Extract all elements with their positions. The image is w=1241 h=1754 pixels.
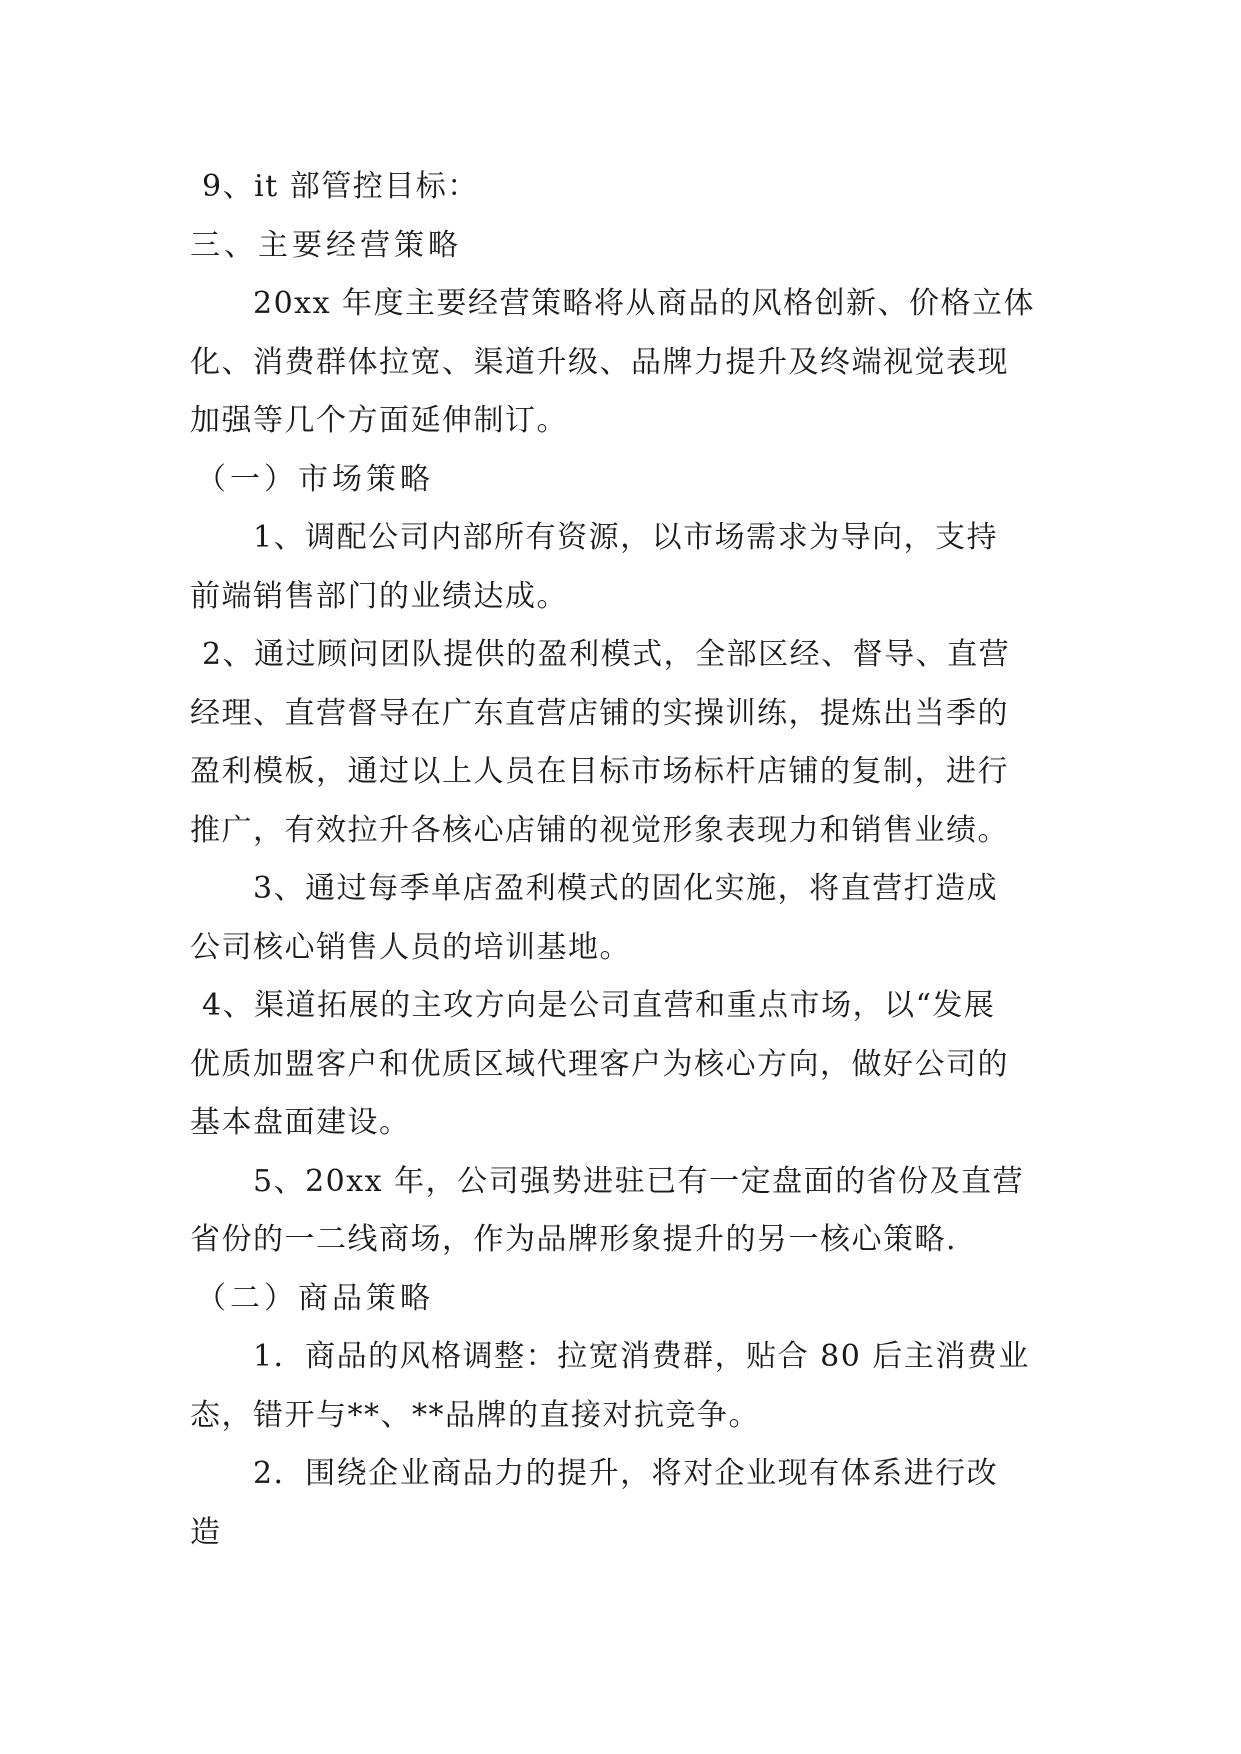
paragraph-line: 经理、直营督导在广东直营店铺的实操训练，提炼出当季的 (190, 695, 1009, 731)
paragraph-line: 盈利模板，通过以上人员在目标市场标杆店铺的复制，进行 (190, 754, 1009, 789)
paragraph-line: 推广，有效拉升各核心店铺的视觉形象表现力和销售业绩。 (190, 812, 1009, 848)
paragraph-line: 造 (190, 1514, 222, 1550)
paragraph-line: 公司核心销售人员的培训基地。 (190, 929, 631, 965)
paragraph-line: 5、20xx 年，公司强势进驻已有一定盘面的省份及直营 (253, 1163, 1025, 1199)
paragraph-line: 3、通过每季单店盈利模式的固化实施，将直营打造成 (253, 871, 999, 906)
paragraph-line: 加强等几个方面延伸制订。 (190, 403, 568, 438)
paragraph-line: 1．商品的风格调整：拉宽消费群，贴合 80 后主消费业 (253, 1339, 1030, 1374)
paragraph-line: 化、消费群体拉宽、渠道升级、品牌力提升及终端视觉表现 (190, 344, 1009, 380)
document-body (190, 158, 1070, 1562)
paragraph-line: 2．围绕企业商品力的提升，将对企业现有体系进行改 (253, 1456, 999, 1491)
paragraph-line: 4、渠道拓展的主攻方向是公司直营和重点市场，以“发展 (202, 988, 996, 1023)
paragraph-line: 2、通过顾问团队提供的盈利模式，全部区经、督导、直营 (202, 637, 1011, 672)
paragraph-line: 态，错开与**、**品牌的直接对抗竞争。 (190, 1397, 760, 1433)
paragraph-line: 基本盘面建设。 (190, 1105, 411, 1140)
section-heading-business-strategy: 三、主要经营策略 (190, 227, 462, 263)
paragraph-line: 省份的一二线商场，作为品牌形象提升的另一核心策略. (190, 1222, 958, 1257)
paragraph-line: 前端销售部门的业绩达成。 (190, 578, 568, 614)
subsection-heading-product-strategy: （二）商品策略 (196, 1280, 434, 1316)
list-item-it-control-target: 9、it 部管控目标： (202, 169, 479, 204)
subsection-heading-market-strategy: （一）市场策略 (196, 461, 434, 497)
paragraph-line: 20xx 年度主要经营策略将从商品的风格创新、价格立体 (253, 286, 1036, 321)
paragraph-line: 1、调配公司内部所有资源，以市场需求为导向，支持 (253, 520, 999, 555)
paragraph-line: 优质加盟客户和优质区域代理客户为核心方向，做好公司的 (190, 1046, 1009, 1082)
